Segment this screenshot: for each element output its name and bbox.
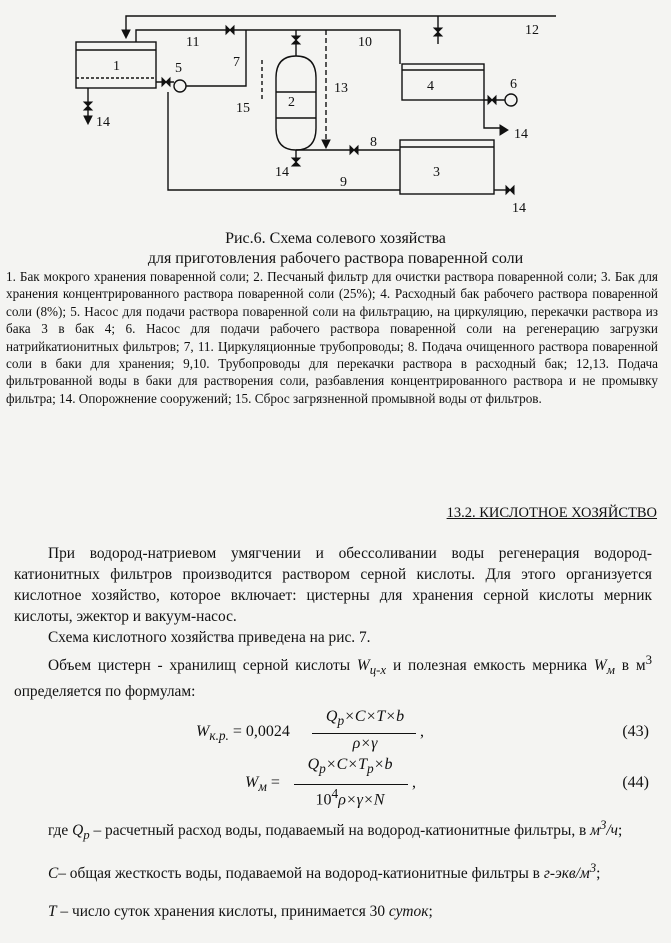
definition-c: С– общая жесткость воды, подаваемой на водород-катионитные фильтры в $г-экв/м^3$;: [48, 861, 601, 883]
arrow-icon: [322, 140, 330, 148]
label-15: 15: [236, 101, 250, 116]
label-12: 12: [525, 23, 539, 38]
label-1: 1: [113, 59, 120, 74]
arrow-icon: [84, 116, 92, 124]
figure-caption-title: Рис.6. Схема солевого хозяйства: [225, 230, 446, 247]
pump-5: [174, 80, 186, 92]
pump-6: [505, 94, 517, 106]
valve-icon: [506, 186, 514, 194]
label-2: 2: [288, 95, 295, 110]
transfer-line-10: [296, 30, 400, 64]
label-9: 9: [340, 175, 347, 190]
valve-icon: [226, 26, 234, 34]
circulation-line-11: [136, 30, 296, 42]
equation-number-43: (43): [622, 723, 649, 740]
label-8: 8: [370, 135, 377, 150]
label-4: 4: [427, 79, 434, 94]
figure-caption-subtitle: для приготовления рабочего раствора поваренной соли: [147, 250, 524, 267]
arrow-icon: [122, 30, 130, 38]
label-6: 6: [510, 77, 517, 92]
paragraph-volume: Объем цистерн - хранилищ серной кислоты $W_{ц-х}$ и полезная емкость мерника $W_м$ в $м^3$ определяется по формулам:: [14, 653, 652, 701]
valve-icon: [162, 78, 170, 86]
tank-3: [400, 140, 494, 194]
label-14-c: 14: [514, 127, 528, 142]
label-5: 5: [175, 61, 182, 76]
paragraph-intro: При водород-натриевом умягчении и обессоливании воды регенерация водород-катионитных фильтров производится раствором серной кислоты. Для этого организуется кислотное хозяйство, которое включает: цистерны для хранения серной кислоты мерник кислоты, эжектор и вакуум-насос.: [14, 545, 652, 625]
valve-icon: [434, 28, 442, 36]
water-line-12: [126, 16, 556, 30]
label-11: 11: [186, 35, 200, 50]
label-10: 10: [358, 35, 372, 50]
paragraph-figure-ref: Схема кислотного хозяйства приведена на рис. 7.: [48, 629, 371, 646]
valve-icon: [488, 96, 496, 104]
definition-qp: где $Q_р$ – расчетный расход воды, подаваемый на водород-катионитные фильтры, в $м^3/ч$;: [48, 818, 623, 843]
equation-number-44: (44): [622, 774, 649, 791]
label-13: 13: [334, 81, 348, 96]
figure-legend: 1. Бак мокрого хранения поваренной соли; 2. Песчаный фильтр для очистки раствора поваренной соли; 3. Бак для хранения концентрированного раствора поваренной соли (25%); 4. Расходный бак рабочего раствора поваренной соли (8%); 5. Насос для подачи раствора поваренной соли на фильтрацию, на циркуляцию, перекачки раствора из бака 3 в бак 4; 6. Насос для подачи рабочего раствора поваренной соли на регенерацию загрузки натрийкатионитных фильтров; 7, 11. Циркуляционные трубопроводы; 8. Подача очищенного раствора поваренной соли в баки для хранения; 9,10. Трубопроводы для перекачки раствора в расходный бак; 12,13. Подача фильтрованной воды в баки для растворения соли, разбавления концентрированного раствора и не промывку фильтра; 14. Опорожнение сооружений; 15. Сброс загрязненной промывной воды от фильтров.: [6, 269, 658, 406]
valve-icon: [350, 146, 358, 154]
arrow-icon: [500, 125, 508, 135]
definition-t: Т – число суток хранения кислоты, принимается 30 суток;: [48, 903, 433, 920]
label-14-a: 14: [96, 115, 110, 130]
salt-facility-diagram: [0, 0, 671, 230]
section-title: 13.2. КИСЛОТНОЕ ХОЗЯЙСТВО: [446, 505, 657, 521]
label-14-b: 14: [275, 165, 289, 180]
valve-icon: [84, 102, 92, 110]
label-3: 3: [433, 165, 440, 180]
valve-icon: [292, 36, 300, 44]
label-14-d: 14: [512, 201, 526, 216]
filter-2: [276, 56, 316, 150]
label-7: 7: [233, 55, 240, 70]
valve-icon: [292, 158, 300, 166]
